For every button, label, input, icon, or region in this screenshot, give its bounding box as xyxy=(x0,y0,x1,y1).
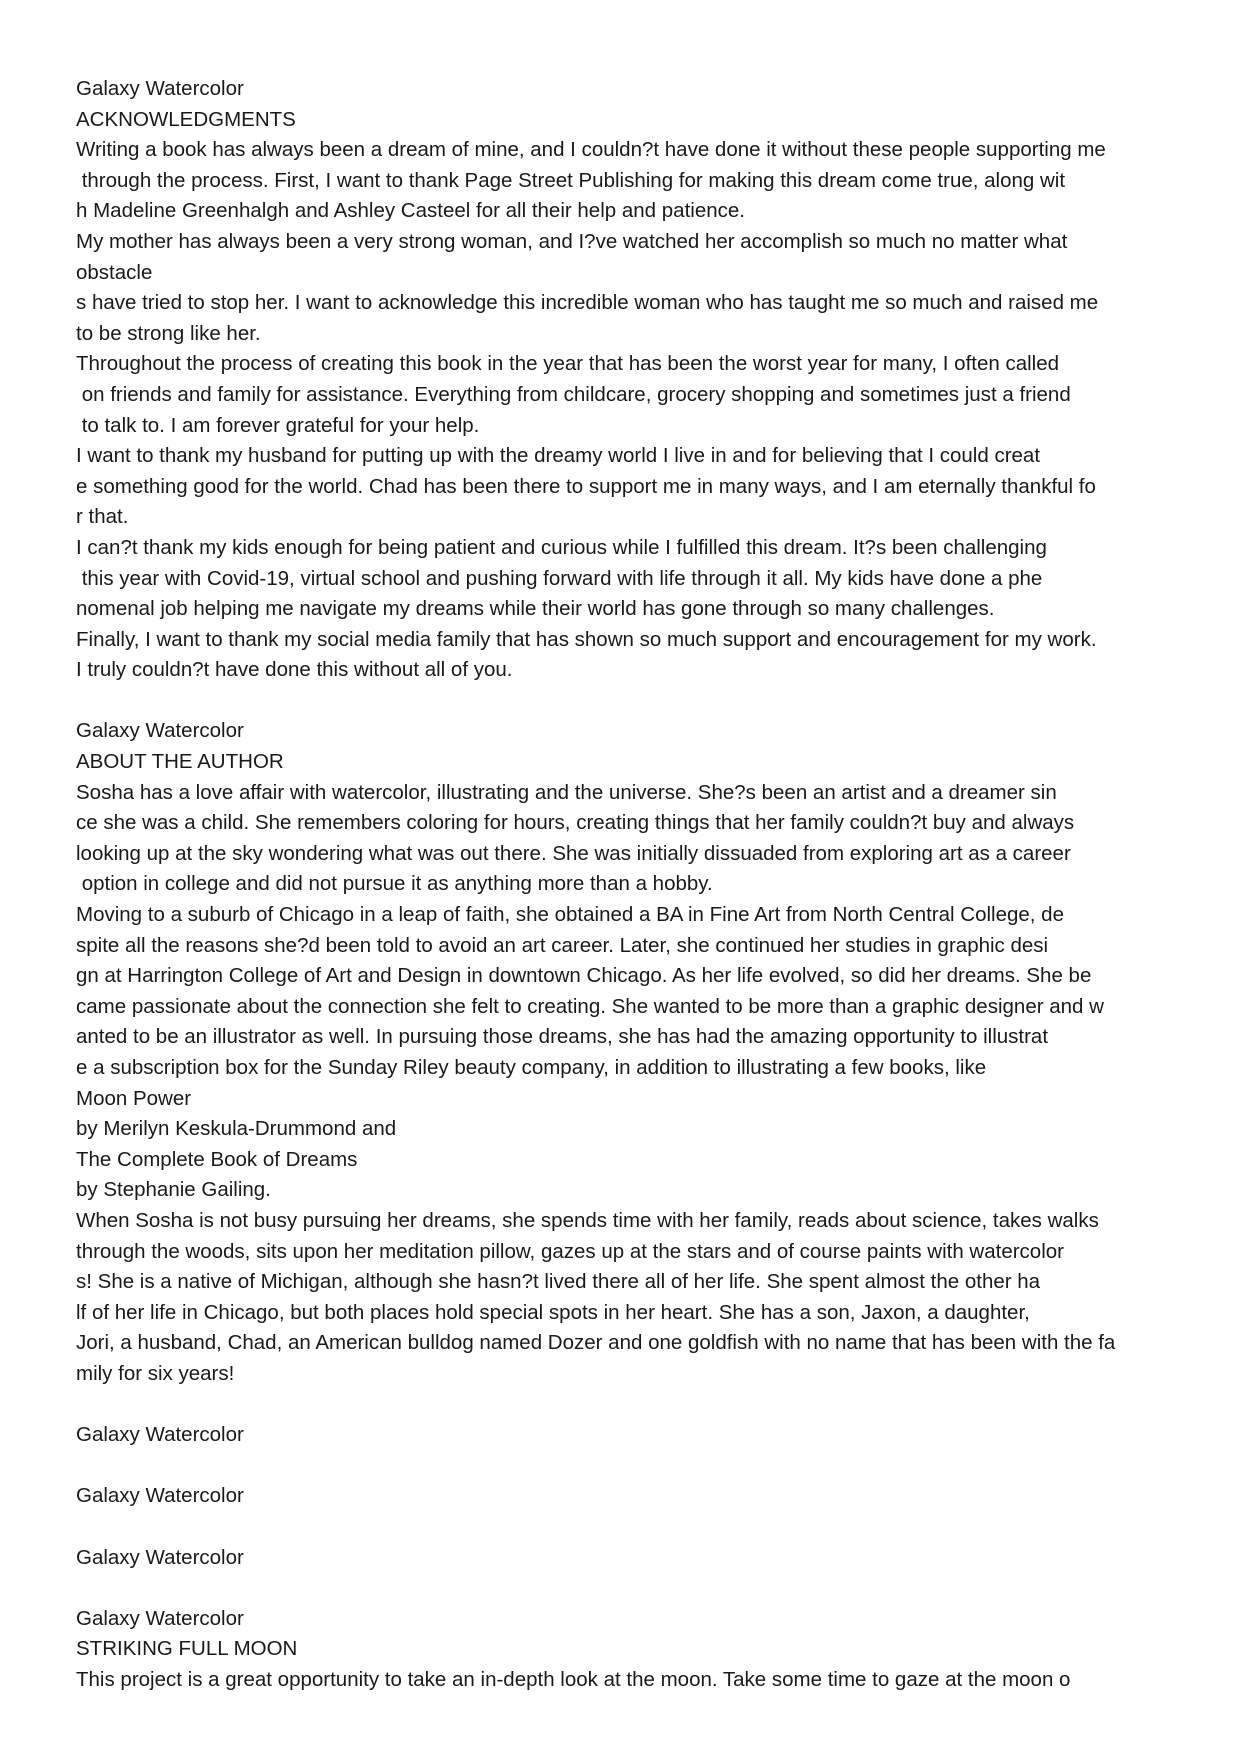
about-author-section xyxy=(76,716,1176,1389)
text-line: lf of her life in Chicago, but both places hold special spots in her heart. She has a son, Jaxon, a daughter, xyxy=(76,1300,1030,1324)
text-line: I truly couldn?t have done this without all of you. xyxy=(76,658,513,682)
text-line: e a subscription box for the Sunday Riley beauty company, in addition to illustrating a few books, like xyxy=(76,1056,987,1079)
book-title: Moon Power xyxy=(76,1086,192,1110)
section-body xyxy=(76,778,1176,1390)
blank-page-section xyxy=(76,1481,1176,1512)
text-line: My mother has always been a very strong woman, and I?ve watched her accomplish so much no matter what xyxy=(76,229,1068,253)
text-line: h Madeline Greenhalgh and Ashley Casteel for all their help and patience. xyxy=(76,199,745,223)
text-line: obstacle xyxy=(76,260,153,284)
section-spacer xyxy=(76,686,1176,717)
text-line: I can?t thank my kids enough for being patient and curious while I fulfilled this dream. It?s been challenging xyxy=(76,535,1047,559)
text-line: This project is a great opportunity to take an in-depth look at the moon. Take some time to gaze at the moon o xyxy=(76,1667,1071,1691)
book-title: The Complete Book of Dreams xyxy=(76,1147,358,1171)
document-page xyxy=(76,74,1176,1695)
text-line: through the process. First, I want to thank Page Street Publishing for making this dream come true, along wit xyxy=(76,168,1066,192)
text-line: option in college and did not pursue it as anything more than a hobby. xyxy=(76,872,713,896)
section-spacer xyxy=(76,1390,1176,1421)
text-line: Finally, I want to thank my social media family that has shown so much support and encouragement for my work. xyxy=(76,627,1097,651)
blank-page-section xyxy=(76,1543,1176,1574)
section-spacer xyxy=(76,1451,1176,1482)
text-line: by Merilyn Keskula-Drummond and xyxy=(76,1117,397,1141)
text-line: to be strong like her. xyxy=(76,321,261,345)
text-line: came passionate about the connection she felt to creating. She wanted to be more than a graphic designer and w xyxy=(76,994,1104,1018)
text-line: anted to be an illustrator as well. In pursuing those dreams, she has had the amazing opportunity to illustrat xyxy=(76,1025,1049,1049)
running-header: Galaxy Watercolor xyxy=(76,1423,244,1447)
text-line: to talk to. I am forever grateful for your help. xyxy=(76,413,480,437)
text-line: s! She is a native of Michigan, although she hasn?t lived there all of her life. She spent almost the other ha xyxy=(76,1270,1041,1294)
text-line: looking up at the sky wondering what was out there. She was initially dissuaded from exploring art as a career xyxy=(76,841,1071,865)
running-header: Galaxy Watercolor xyxy=(76,1545,244,1569)
section-body xyxy=(76,1665,1176,1696)
text-line: on friends and family for assistance. Everything from childcare, grocery shopping and sometimes just a friend xyxy=(76,382,1071,406)
text-line: gn at Harrington College of Art and Design in downtown Chicago. As her life evolved, so did her dreams. She be xyxy=(76,964,1092,988)
text-line: e something good for the world. Chad has been there to support me in many ways, and I am eternally thankful fo xyxy=(76,474,1096,498)
text-line: Sosha has a love affair with watercolor, illustrating and the universe. She?s been an artist and a dreamer sin xyxy=(76,780,1057,804)
running-header: Galaxy Watercolor xyxy=(76,1484,244,1508)
section-heading: STRIKING FULL MOON xyxy=(76,1637,298,1661)
text-line: this year with Covid-19, virtual school and pushing forward with life through it all. My kids have done a phe xyxy=(76,566,1043,590)
blank-page-section xyxy=(76,1420,1176,1451)
text-line: Jori, a husband, Chad, an American bulldog named Dozer and one goldfish with no name that has been with the fa xyxy=(76,1331,1116,1355)
text-line: Throughout the process of creating this book in the year that has been the worst year for many, I often called xyxy=(76,352,1060,376)
section-spacer xyxy=(76,1573,1176,1604)
acknowledgments-section xyxy=(76,74,1176,686)
text-line: nomenal job helping me navigate my dreams while their world has gone through so many challenges. xyxy=(76,597,995,621)
section-body xyxy=(76,135,1176,686)
section-heading: ACKNOWLEDGMENTS xyxy=(76,107,296,131)
text-line: Writing a book has always been a dream of mine, and I couldn?t have done it without these people supporting me xyxy=(76,138,1106,162)
text-line: mily for six years! xyxy=(76,1361,235,1385)
text-line: r that. xyxy=(76,505,129,529)
running-header: Galaxy Watercolor xyxy=(76,77,244,100)
section-heading: ABOUT THE AUTHOR xyxy=(76,750,284,774)
section-spacer xyxy=(76,1512,1176,1543)
text-line: When Sosha is not busy pursuing her dreams, she spends time with her family, reads about science, takes walks xyxy=(76,1208,1099,1232)
running-header: Galaxy Watercolor xyxy=(76,719,244,743)
text-line: spite all the reasons she?d been told to avoid an art career. Later, she continued her studies in graphic desi xyxy=(76,933,1049,957)
text-line: Moving to a suburb of Chicago in a leap of faith, she obtained a BA in Fine Art from North Central College, de xyxy=(76,903,1064,927)
text-line: by Stephanie Gailing. xyxy=(76,1178,271,1202)
text-line: I want to thank my husband for putting up with the dreamy world I live in and for believing that I could creat xyxy=(76,444,1041,468)
text-line: s have tried to stop her. I want to acknowledge this incredible woman who has taught me so much and raised me xyxy=(76,291,1099,315)
text-line: ce she was a child. She remembers coloring for hours, creating things that her family couldn?t buy and always xyxy=(76,811,1075,835)
striking-full-moon-section xyxy=(76,1604,1176,1696)
running-header: Galaxy Watercolor xyxy=(76,1606,244,1630)
text-line: through the woods, sits upon her meditation pillow, gazes up at the stars and of course paints with watercolor xyxy=(76,1239,1064,1263)
